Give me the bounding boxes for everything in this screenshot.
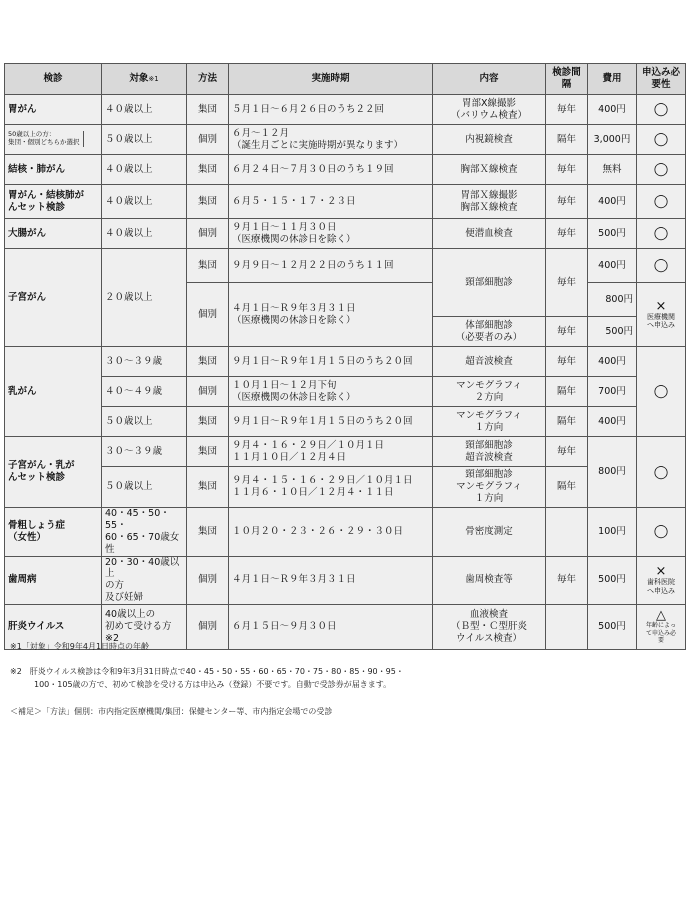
content-line: 超音波検査 [465, 451, 513, 463]
content-line: マンモグラフィ [456, 481, 522, 493]
content-line: ２方向 [474, 391, 504, 403]
header-period: 実施時期 [229, 64, 433, 95]
content-line: 胸部Ｘ線検査 [460, 201, 518, 213]
content-line: 胃部X線撮影 [461, 97, 516, 109]
interval-cell: 毎年 [546, 219, 588, 249]
interval-cell: 隔年 [546, 377, 588, 407]
content-cell: 骨密度測定 [433, 508, 546, 557]
triangle-mark-icon: △ [656, 608, 666, 624]
content-cell [433, 437, 546, 467]
interval-cell: 毎年 [546, 249, 588, 317]
period-cell [229, 219, 433, 249]
target-cell: ４０歳以上 [102, 185, 187, 219]
target-cell: ３０～３９歳 [102, 437, 187, 467]
fee-cell: 400円 [588, 185, 637, 219]
method-cell: 個別 [187, 283, 229, 347]
period-cell: ６月２４日～７月３０日のうち１９回 [229, 155, 433, 185]
cross-mark-icon: × [655, 564, 667, 580]
content-cell: 内視鏡検査 [433, 125, 546, 155]
method-cell: 個別 [187, 219, 229, 249]
content-line: （バリウム検査） [451, 109, 527, 121]
apply-cell [637, 437, 686, 508]
content-cell [433, 317, 546, 347]
apply-cell [637, 605, 686, 650]
apply-cell [637, 185, 686, 219]
period-line: ９月１日～１１月３０日 [232, 221, 337, 233]
interval-cell: 毎年 [546, 155, 588, 185]
content-cell [433, 407, 546, 437]
period-line: （誕生月ごとに実施時期が異なります） [232, 139, 404, 151]
fee-cell: 700円 [588, 377, 637, 407]
circle-mark-icon: ◯ [653, 132, 669, 147]
method-cell: 集団 [187, 508, 229, 557]
table-row [5, 508, 686, 557]
target-cell: ５０歳以上 [102, 125, 187, 155]
header-target-label: 対象 [129, 73, 149, 85]
header-method: 方法 [187, 64, 229, 95]
interval-cell: 隔年 [546, 467, 588, 508]
method-cell: 集団 [187, 155, 229, 185]
table-row [5, 249, 686, 283]
period-cell [229, 125, 433, 155]
content-line: マンモグラフィ [456, 379, 522, 391]
exam-name-line: 骨粗しょう症 [8, 519, 66, 531]
apply-note-line: 歯科医院 [647, 578, 675, 587]
method-cell: 集団 [187, 467, 229, 508]
target-cell: ５０歳以上 [102, 407, 187, 437]
table-row [5, 556, 686, 605]
interval-cell: 隔年 [546, 125, 588, 155]
content-cell: 超音波検査 [433, 347, 546, 377]
target-cell [102, 508, 187, 557]
circle-mark-icon: ◯ [653, 384, 669, 399]
target-line: 初めて受ける方 [105, 621, 172, 633]
exam-name-line: （女性） [8, 531, 47, 543]
content-cell [433, 185, 546, 219]
method-cell: 個別 [187, 377, 229, 407]
cross-mark-icon: × [655, 298, 667, 314]
apply-cell [637, 283, 686, 347]
fee-cell: 400円 [588, 95, 637, 125]
exam-name: 大腸がん [5, 219, 102, 249]
period-line: １０月１日～１２月下旬 [232, 379, 337, 391]
period-line: １１月６・１０日／１２月４・１１日 [232, 487, 394, 498]
apply-cell [637, 125, 686, 155]
target-cell [102, 556, 187, 605]
period-cell: ４月１日～Ｒ９年３月３１日 [229, 556, 433, 605]
fee-cell: 800円 [588, 283, 637, 317]
target-cell: ３０～３９歳 [102, 347, 187, 377]
period-cell [229, 283, 433, 347]
circle-mark-icon: ◯ [653, 162, 669, 177]
header-apply: 申込み必要性 [637, 64, 686, 95]
circle-mark-icon: ◯ [653, 102, 669, 117]
interval-cell: 毎年 [546, 556, 588, 605]
period-line: ９月４・１５・１６・２９日／１０月１日 [232, 475, 413, 487]
target-line: 20・30・40歳以上 [105, 556, 180, 580]
exam-name-line: んセット検診 [8, 472, 66, 483]
table-row [5, 185, 686, 219]
header-interval: 検診間隔 [546, 64, 588, 95]
header-content: 内容 [433, 64, 546, 95]
exam-name-line: んセット検診 [8, 201, 66, 213]
target-cell: ４０～４９歳 [102, 377, 187, 407]
interval-cell: 毎年 [546, 185, 588, 219]
apply-note-line: へ申込み [647, 586, 675, 595]
content-line: マンモグラフィ [456, 409, 522, 421]
content-line: 体部細胞診 [465, 319, 513, 331]
apply-note-line: て申込み必 [645, 629, 676, 637]
exam-name [5, 508, 102, 557]
target-line: 及び妊婦 [105, 592, 144, 604]
content-cell: 歯周検査等 [433, 556, 546, 605]
apply-note-line: 医療機関 [647, 312, 675, 321]
interval-cell: 隔年 [546, 407, 588, 437]
period-line: ６月～１２月 [232, 127, 290, 139]
content-cell: 頸部細胞診 [433, 249, 546, 317]
table-row [5, 437, 686, 467]
table-row [5, 155, 686, 185]
table-row [5, 219, 686, 249]
period-line: １１月１０日／１２月４日 [232, 451, 347, 463]
content-line: ウイルス検査） [456, 632, 522, 644]
target-line: 40・45・50・55・ [105, 508, 170, 531]
target-cell: ４０歳以上 [102, 95, 187, 125]
fee-cell: 500円 [588, 317, 637, 347]
table-row [5, 125, 686, 155]
fee-cell: 800円 [588, 437, 637, 508]
method-cell: 個別 [187, 556, 229, 605]
content-line: 頸部細胞診 [465, 469, 513, 481]
checkup-schedule-table [4, 63, 686, 650]
method-cell: 集団 [187, 249, 229, 283]
interval-cell [546, 605, 588, 650]
period-cell: ９月９日～１２月２２日のうち１１回 [229, 249, 433, 283]
exam-name: 歯周病 [5, 556, 102, 605]
method-cell: 集団 [187, 95, 229, 125]
footnote-2-line: ※2 肝炎ウイルス検診は令和9年3月31日時点で40・45・50・55・60・65・70・75・80・85・90・95・ [10, 667, 404, 676]
target-line: 40歳以上の [105, 609, 156, 621]
period-line: （医療機関の休診日を除く） [232, 391, 356, 403]
content-cell [433, 95, 546, 125]
period-cell [229, 467, 433, 508]
method-cell: 集団 [187, 437, 229, 467]
exam-name: 肝炎ウイルス [5, 605, 102, 650]
apply-cell [637, 347, 686, 437]
fee-cell: 400円 [588, 249, 637, 283]
circle-mark-icon: ◯ [653, 464, 669, 480]
interval-cell [546, 508, 588, 557]
fee-cell: 3,000円 [588, 125, 637, 155]
table-row [5, 377, 686, 407]
interval-cell: 毎年 [546, 437, 588, 467]
content-cell [433, 377, 546, 407]
apply-note-line: へ申込み [647, 321, 675, 329]
content-line: 血液検査 [469, 609, 508, 621]
content-line: （必要者のみ） [455, 331, 523, 343]
header-row [5, 64, 686, 95]
content-line: １方向 [474, 492, 504, 504]
period-cell [229, 437, 433, 467]
table-row [5, 95, 686, 125]
content-line: 胃部Ｘ線撮影 [460, 189, 518, 201]
apply-cell [637, 95, 686, 125]
fee-cell: 400円 [588, 347, 637, 377]
period-line: （医療機関の休診日を除く） [232, 233, 356, 245]
period-cell: ９月１日～Ｒ９年１月１５日のうち２０回 [229, 407, 433, 437]
period-cell: ９月１日～Ｒ９年１月１５日のうち２０回 [229, 347, 433, 377]
circle-mark-icon: ◯ [653, 226, 669, 241]
footnote-1: ※1「対象」令和9年4月1日時点の年齢 [10, 642, 150, 651]
method-cell: 個別 [187, 605, 229, 650]
target-cell: ５０歳以上 [102, 467, 187, 508]
period-cell [229, 377, 433, 407]
header-exam: 検診 [5, 64, 102, 95]
exam-name: 子宮がん [5, 249, 102, 347]
note-line: 集団・個別どちらか選択 [8, 137, 80, 146]
exam-name [5, 437, 102, 508]
content-line: （Ｂ型・Ｃ型肝炎 [450, 621, 527, 633]
fee-cell: 500円 [588, 556, 637, 605]
content-cell: 胸部Ｘ線検査 [433, 155, 546, 185]
method-cell: 集団 [187, 347, 229, 377]
apply-note-line: 要 [657, 637, 664, 645]
interval-cell: 毎年 [546, 347, 588, 377]
method-cell: 集団 [187, 407, 229, 437]
exam-name: 結核・肺がん [5, 155, 102, 185]
exam-note-cell [5, 125, 102, 155]
target-cell: ４０歳以上 [102, 219, 187, 249]
fee-cell: 無料 [588, 155, 637, 185]
apply-cell [637, 556, 686, 605]
interval-cell: 毎年 [546, 317, 588, 347]
content-cell [433, 467, 546, 508]
apply-cell [637, 249, 686, 283]
footnote-2-line: 100・105歳の方で、初めて検診を受ける方は申込み（登録）不要です。自動で受診券が届きます。 [34, 679, 392, 689]
content-cell: 便潜血検査 [433, 219, 546, 249]
exam-name: 胃がん [5, 95, 102, 125]
target-line: ※2 [105, 632, 120, 644]
circle-mark-icon: ◯ [653, 194, 669, 209]
period-cell: １０月２０・２３・２６・２９・３０日 [229, 508, 433, 557]
exam-name-line: 子宮がん・乳が [8, 460, 75, 472]
header-target-mark: ※1 [148, 75, 159, 84]
target-cell: ４０歳以上 [102, 155, 187, 185]
period-line: ５月１日～６月２６日のうち２２回 [232, 103, 385, 115]
exam-name [5, 185, 102, 219]
target-line: 60・65・70歳女性 [105, 531, 180, 555]
period-cell [229, 95, 433, 125]
apply-note-line: 年齢によっ [645, 622, 676, 630]
target-line: の方 [105, 580, 125, 592]
header-target [102, 64, 187, 95]
period-line: ９月４・１６・２９日／１０月１日 [232, 439, 385, 451]
apply-cell [637, 219, 686, 249]
table-row [5, 467, 686, 508]
table-row [5, 347, 686, 377]
period-cell: ６月１５日～９月３０日 [229, 605, 433, 650]
selection-note [8, 131, 84, 147]
fee-cell: 500円 [588, 605, 637, 650]
supplement-note: ＜補足＞「方法」個別：市内指定医療機関/集団：保健センター等、市内指定会場での受診 [10, 707, 333, 716]
period-cell: ６月５・１５・１７・２３日 [229, 185, 433, 219]
fee-cell: 400円 [588, 407, 637, 437]
period-line: ４月１日～Ｒ９年３月３１日 [232, 302, 356, 314]
fee-cell: 500円 [588, 219, 637, 249]
interval-cell: 毎年 [546, 95, 588, 125]
exam-name: 乳がん [5, 347, 102, 437]
circle-mark-icon: ◯ [653, 524, 669, 540]
fee-cell: 100円 [588, 508, 637, 557]
note-line: 50歳以上の方： [8, 130, 56, 139]
circle-mark-icon: ◯ [653, 258, 669, 273]
exam-name-line: 胃がん・結核肺が [8, 189, 85, 201]
apply-cell [637, 508, 686, 557]
target-cell: ２０歳以上 [102, 249, 187, 347]
footnote-2 [10, 666, 404, 692]
method-cell: 個別 [187, 125, 229, 155]
content-line: １方向 [474, 421, 504, 433]
content-line: 頸部細胞診 [465, 439, 513, 451]
period-line: （医療機関の休診日を除く） [232, 314, 356, 326]
header-fee: 費用 [588, 64, 637, 95]
apply-cell [637, 155, 686, 185]
table-row [5, 407, 686, 437]
content-cell [433, 605, 546, 650]
method-cell: 集団 [187, 185, 229, 219]
